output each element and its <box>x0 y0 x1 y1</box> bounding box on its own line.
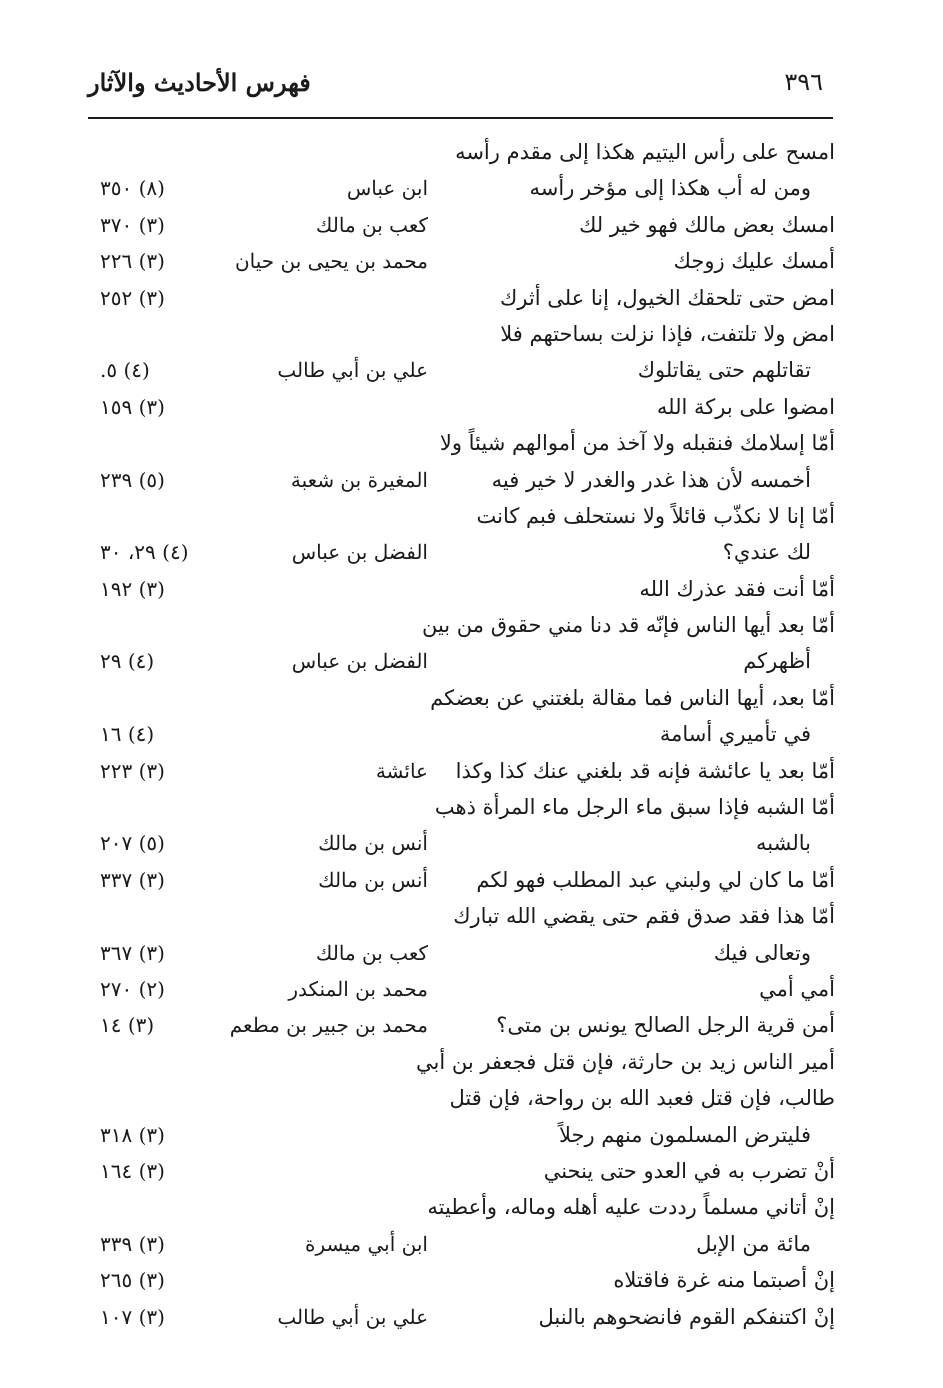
index-entries <box>0 134 943 1335</box>
volume-page-reference: (٣) ١٦٤ <box>100 1158 165 1183</box>
hadith-text: أمسك عليك زوجك <box>673 249 835 274</box>
narrator-name: أنس بن مالك <box>318 831 428 856</box>
index-row <box>0 1044 943 1080</box>
narrator-name: ابن عباس <box>346 176 428 201</box>
hadith-text: امضوا على بركة الله <box>656 394 835 419</box>
volume-page-reference: (٣) ٢٥٢ <box>100 285 165 310</box>
narrator-name: أنس بن مالك <box>318 867 428 892</box>
index-row <box>0 425 943 461</box>
hadith-text-continuation: ومن له أب هكذا إلى مؤخر رأسه <box>529 176 811 201</box>
index-row <box>0 1117 943 1153</box>
index-row <box>0 607 943 643</box>
volume-page-reference: (٣) ٢٢٣ <box>100 758 165 783</box>
index-row <box>0 1299 943 1335</box>
hadith-text: إنْ أصبتما منه غرة فاقتلاه <box>613 1268 835 1293</box>
narrator-name: الفضل بن عباس <box>291 649 428 674</box>
index-row <box>0 898 943 934</box>
narrator-name: محمد بن المنكدر <box>288 976 428 1001</box>
index-row <box>0 316 943 352</box>
hadith-text: أمّا إسلامك فنقبله ولا آخذ من أموالهم شيئاً ولا <box>439 431 835 456</box>
volume-page-reference: (٣) ١٥٩ <box>100 394 165 419</box>
hadith-text: أمّا بعد، أيها الناس فما مقالة بلغتني عن بعضكم <box>430 685 835 710</box>
index-row <box>0 243 943 279</box>
volume-page-reference: (٥) ٢٠٧ <box>100 831 165 856</box>
volume-page-reference: (٢) ٢٧٠ <box>100 976 165 1001</box>
index-row <box>0 498 943 534</box>
hadith-text-continuation: أخمسه لأن هذا غدر والغدر لا خير فيه <box>491 467 811 492</box>
hadith-text-continuation: فليترض المسلمون منهم رجلاً <box>558 1122 811 1147</box>
volume-page-reference: (٥) ٢٣٩ <box>100 467 165 492</box>
hadith-text: أمّا بعد أيها الناس فإنّه قد دنا مني حقوق من بين <box>421 613 835 638</box>
volume-page-reference: (٤) ٢٩ <box>100 649 155 674</box>
volume-page-reference: (٣) ٣١٨ <box>100 1122 165 1147</box>
narrator-name: المغيرة بن شعبة <box>290 467 428 492</box>
narrator-name: كعب بن مالك <box>315 212 428 237</box>
narrator-name: محمد بن يحيى بن حيان <box>234 249 428 274</box>
volume-page-reference: (٣) ٢٢٦ <box>100 249 165 274</box>
narrator-name: ابن أبي ميسرة <box>305 1231 428 1256</box>
volume-page-reference: (٣) ٣٣٧ <box>100 867 165 892</box>
index-row <box>0 825 943 861</box>
volume-page-reference: (٨) ٣٥٠ <box>100 176 165 201</box>
volume-page-reference: (٤) ١٦ <box>100 722 155 747</box>
narrator-name: عائشة <box>375 758 428 783</box>
hadith-text: أمّا ما كان لي ولبني عبد المطلب فهو لكم <box>476 867 835 892</box>
hadith-text: أنْ تضرب به في العدو حتى ينحني <box>543 1158 835 1183</box>
index-row <box>0 716 943 752</box>
hadith-text: أمّا أنت فقد عذرك الله <box>639 576 835 601</box>
hadith-text-continuation: لك عندي؟ <box>722 540 811 565</box>
hadith-text-continuation: في تأميري أسامة <box>659 722 811 747</box>
index-row <box>0 971 943 1007</box>
hadith-text-continuation: بالشبه <box>756 831 811 856</box>
volume-page-reference: (٤) ٢٩، ٣٠ <box>100 540 189 565</box>
hadith-text: أمّا بعد يا عائشة فإنه قد بلغني عنك كذا وكذا <box>455 758 835 783</box>
volume-page-reference: (٣) ١٩٢ <box>100 576 165 601</box>
index-row <box>0 534 943 570</box>
hadith-text: طالب، فإن قتل فعبد الله بن رواحة، فإن قتل <box>449 1086 835 1111</box>
volume-page-reference: (٣) ٣٣٩ <box>100 1231 165 1256</box>
hadith-text: امض حتى تلحقك الخيول، إنا على أثرك <box>499 285 835 310</box>
index-row <box>0 1153 943 1189</box>
index-row <box>0 643 943 679</box>
index-row <box>0 462 943 498</box>
hadith-text-continuation: وتعالى فيك <box>713 940 811 965</box>
hadith-text-continuation: أظهركم <box>743 649 811 674</box>
hadith-text: امسح على رأس اليتيم هكذا إلى مقدم رأسه <box>455 140 835 164</box>
index-row <box>0 1262 943 1298</box>
hadith-text-continuation: تقاتلهم حتى يقاتلوك <box>637 358 811 383</box>
volume-page-reference: (٣) ٢٦٥ <box>100 1268 165 1293</box>
hadith-text: إنْ أتاني مسلماً رددت عليه أهله وماله، وأعطيته <box>427 1195 835 1220</box>
header-rule <box>88 117 833 119</box>
narrator-name: الفضل بن عباس <box>291 540 428 565</box>
index-row <box>0 753 943 789</box>
index-row <box>0 207 943 243</box>
hadith-text: أمّا إنا لا نكذّب قائلاً ولا نستحلف فبم كانت <box>476 503 835 528</box>
index-row <box>0 1226 943 1262</box>
index-row <box>0 1189 943 1225</box>
page-number: ٣٩٦ <box>784 68 823 96</box>
index-row <box>0 935 943 971</box>
hadith-text: امض ولا تلتفت، فإذا نزلت بساحتهم فلا <box>500 321 835 346</box>
index-row <box>0 1080 943 1116</box>
index-row <box>0 352 943 388</box>
hadith-text: امسك بعض مالك فهو خير لك <box>579 212 835 237</box>
index-row <box>0 789 943 825</box>
narrator-name: علي بن أبي طالب <box>277 358 428 383</box>
volume-page-reference: (٣) ١٠٧ <box>100 1304 165 1329</box>
running-title: فهرس الأحاديث والآثار <box>88 68 311 97</box>
index-row <box>0 1007 943 1043</box>
index-row <box>0 862 943 898</box>
volume-page-reference: (٤) ٥. <box>100 358 150 383</box>
page-header <box>88 66 823 110</box>
hadith-text: أمير الناس زيد بن حارثة، فإن قتل فجعفر بن أبي <box>415 1049 835 1074</box>
volume-page-reference: (٣) ٣٧٠ <box>100 212 165 237</box>
index-row <box>0 571 943 607</box>
index-row <box>0 680 943 716</box>
hadith-text: أمّا الشبه فإذا سبق ماء الرجل ماء المرأة ذهب <box>434 795 835 820</box>
hadith-text: أمن قرية الرجل الصالح يونس بن متى؟ <box>496 1013 835 1038</box>
volume-page-reference: (٣) ١٤ <box>100 1013 155 1038</box>
index-row <box>0 280 943 316</box>
index-row <box>0 134 943 170</box>
hadith-text-continuation: مائة من الإبل <box>696 1231 811 1256</box>
hadith-text: أمّا هذا فقد صدق فقم حتى يقضي الله تبارك <box>453 904 835 929</box>
narrator-name: علي بن أبي طالب <box>277 1304 428 1329</box>
volume-page-reference: (٣) ٣٦٧ <box>100 940 165 965</box>
hadith-text: أمي أمي <box>759 976 835 1001</box>
narrator-name: محمد بن جبير بن مطعم <box>229 1013 428 1038</box>
hadith-text: إنْ اكتنفكم القوم فانضحوهم بالنبل <box>538 1304 835 1329</box>
index-row <box>0 389 943 425</box>
index-row <box>0 170 943 206</box>
narrator-name: كعب بن مالك <box>315 940 428 965</box>
